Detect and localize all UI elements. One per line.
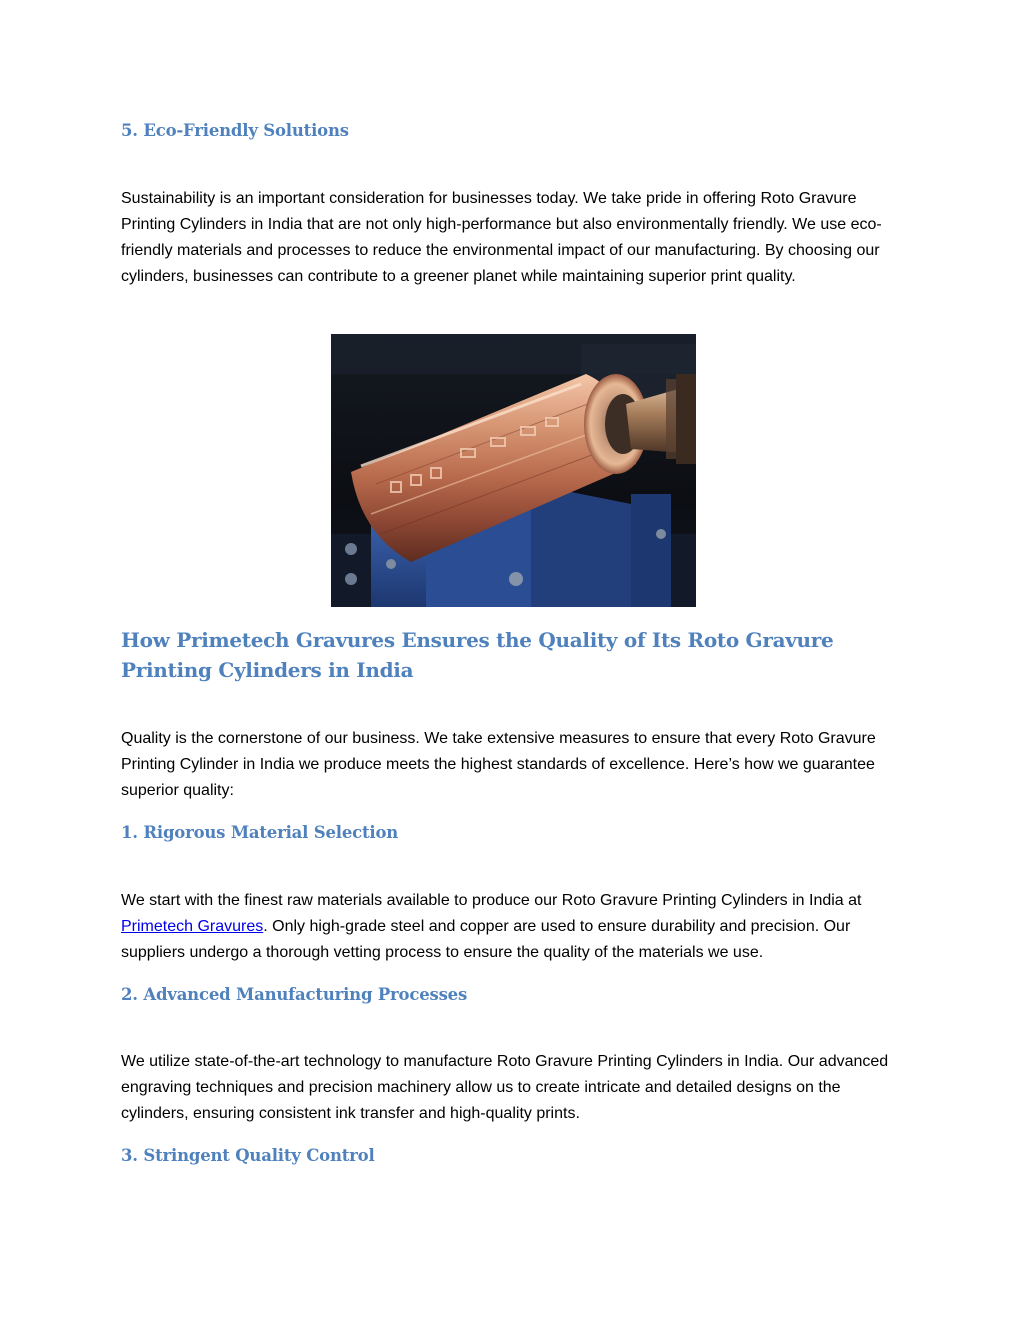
quality-section-heading: How Primetech Gravures Ensures the Quality of Its Roto Gravure Printing Cylinders in India [121, 628, 834, 682]
material-text-before-link: We start with the finest raw materials available to produce our Roto Gravure Printing Cylinders in India at [121, 892, 862, 909]
manufacturing-processes-paragraph: We utilize state-of-the-art technology to manufacture Roto Gravure Printing Cylinders in India. Our advanced engraving techniques and precision machinery allow us to create intricate and detailed designs on the cylinders, ensuring consistent ink transfer and high-quality prints. [121, 1053, 889, 1122]
material-selection-heading: 1. Rigorous Material Selection [121, 823, 399, 842]
manufacturing-processes-heading: 2. Advanced Manufacturing Processes [121, 985, 468, 1004]
cylinder-illustration [331, 334, 696, 607]
material-selection-paragraph [121, 888, 911, 966]
copper-gravure-cylinder-photo [331, 334, 696, 607]
eco-friendly-heading: 5. Eco-Friendly Solutions [121, 121, 349, 140]
material-text-after-link: . Only high-grade steel and copper are used to ensure durability and precision. Our suppliers undergo a thorough vetting process to ensure the quality of the materials we use. [121, 918, 851, 961]
quality-control-heading: 3. Stringent Quality Control [121, 1146, 375, 1165]
quality-intro-paragraph: Quality is the cornerstone of our business. We take extensive measures to ensure that every Roto Gravure Printing Cylinder in India we produce meets the highest standards of excellence. Here’s how we guarantee superior quality: [121, 730, 876, 799]
eco-friendly-paragraph: Sustainability is an important consideration for businesses today. We take pride in offering Roto Gravure Printing Cylinders in India that are not only high-performance but also environmentally friendly. We use eco-friendly materials and processes to reduce the environmental impact of our manufacturing. By choosing our cylinders, businesses can contribute to a greener planet while maintaining superior print quality. [121, 190, 882, 285]
primetech-gravures-link[interactable]: Primetech Gravures [121, 918, 264, 935]
